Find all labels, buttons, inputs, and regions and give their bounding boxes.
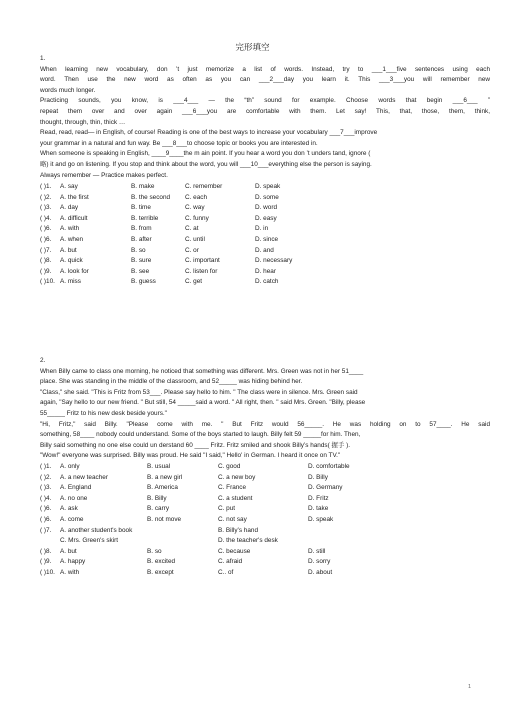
- passage-1-line: Practicing sounds, you know, is ___4___ — the “th” sound for example. Choose words that begin ___6___ ”: [40, 97, 490, 105]
- option-row: [40, 203, 490, 214]
- option-a: A. say: [60, 183, 78, 190]
- option-a: A. day: [60, 204, 79, 212]
- option-a: A. only: [60, 463, 80, 470]
- option-c: D. the teacher's desk: [218, 537, 278, 545]
- option-d: D. take: [308, 505, 329, 513]
- option-b: B. excited: [147, 558, 176, 566]
- option-b: B. see: [131, 267, 150, 275]
- passage-1-line: your grammar in a natural and fun way. Be ___8___to choose topic or books you are interested in.: [40, 139, 318, 147]
- question-number: ( )10.: [40, 568, 55, 576]
- option-c: C. until: [185, 235, 205, 243]
- passage-2-line: something, 58____ nobody could understand. Some of the boys started to laugh. Billy felt 59 _____for him. Then,: [40, 431, 361, 439]
- option-row: [40, 494, 490, 505]
- option-d: D. some: [255, 193, 279, 201]
- option-b: B. so: [147, 547, 162, 555]
- option-a: A. when: [60, 235, 84, 243]
- option-a: A. happy: [60, 558, 86, 566]
- option-row: [40, 277, 490, 288]
- option-d: D. about: [308, 568, 333, 576]
- option-row: [40, 214, 490, 225]
- passage-2-options: [40, 462, 490, 579]
- option-b: B. make: [131, 183, 155, 190]
- option-row: [40, 193, 490, 204]
- option-a: A. quick: [60, 257, 83, 265]
- option-b: B. so: [131, 246, 146, 254]
- question-number: ( )8.: [40, 547, 52, 555]
- option-b: B. America: [147, 484, 178, 492]
- passage-2-line: Billy said something no one else could un derstand 60 ____ Fritz. Fritz smiled and shook Billy’s hands( 握手 ).: [40, 441, 350, 449]
- option-row: [40, 526, 490, 537]
- option-b: B. from: [131, 225, 152, 233]
- option-d: D. sorry: [308, 558, 331, 566]
- passage-1-line: words much longer.: [40, 86, 96, 94]
- passage-2-line: again, "Say hello to our new friend. " But still, 54 _____said a word. " All right, then. " said Mrs. Green. "Billy, please: [40, 399, 366, 407]
- option-b: B. guess: [131, 278, 156, 286]
- passage-1-options: [40, 182, 490, 288]
- page-number: 1: [468, 684, 472, 690]
- option-a: A. difficult: [60, 214, 88, 222]
- option-a: A. look for: [60, 267, 89, 275]
- passage-2-line: "Class," she said. "This is Fritz from 53___. Please say hello to him. " The class were in silence. Mrs. Green said: [40, 388, 358, 396]
- option-c: C. funny: [185, 214, 209, 222]
- option-c: C. get: [185, 278, 203, 286]
- passage-2-number: 2.: [40, 357, 46, 364]
- option-c: C. a student: [218, 494, 253, 502]
- question-number: ( )2.: [40, 473, 52, 481]
- option-a: A. with: [60, 568, 80, 576]
- option-d: D. easy: [255, 214, 277, 222]
- option-c: C.. of: [218, 568, 234, 576]
- option-d: D. Germany: [308, 484, 343, 492]
- option-row: [40, 504, 490, 515]
- question-number: ( )6.: [40, 505, 52, 513]
- option-row: [40, 536, 490, 547]
- question-number: ( )1.: [40, 463, 52, 470]
- option-c: C. not say: [218, 515, 247, 523]
- passage-1-line: Read, read, read— in English, of course! Reading is one of the best ways to increase your vocabulary ___7___improve: [40, 129, 378, 137]
- question-number: ( )1.: [40, 183, 52, 190]
- passage-2: [40, 356, 490, 462]
- option-row: [40, 267, 490, 278]
- option-c: C. afraid: [218, 558, 243, 566]
- option-c: C. France: [218, 484, 247, 492]
- option-b: B. Billy: [147, 494, 167, 502]
- page-title: 完形填空: [235, 43, 270, 53]
- option-b: B. except: [147, 568, 174, 576]
- option-a: A. no one: [60, 494, 88, 502]
- passage-1-line: 略) it and go on listening. If you stop and think about the word, you will ___10___everything else the person is saying.: [40, 160, 372, 168]
- option-d: D. in: [255, 225, 269, 233]
- option-b: B. carry: [147, 505, 170, 513]
- option-row: [40, 246, 490, 257]
- option-b: B. the second: [131, 193, 171, 201]
- option-b: B. a new girl: [147, 473, 183, 481]
- option-row: [40, 462, 490, 473]
- passage-2-line: "Wow!" everyone was surprised. Billy was proud. He said "I said," Hello' in German. I heard it once on TV.": [40, 452, 341, 460]
- question-number: ( )9.: [40, 267, 52, 275]
- question-number: ( )6.: [40, 515, 52, 523]
- question-number: ( )4.: [40, 494, 52, 502]
- passage-1-line: thought, through, thin, thick …: [40, 118, 126, 126]
- option-a: A. the first: [60, 193, 89, 201]
- option-c: C. put: [218, 505, 236, 513]
- passage-2-line: "Hi, Fritz," said Billy. "Please come with me. " But Fritz would 56_____. He was holding on to 57____. He said: [40, 420, 490, 428]
- option-c: C. way: [185, 204, 205, 212]
- option-a: A. ask: [60, 505, 78, 513]
- option-a: A. England: [60, 484, 92, 492]
- option-d: D. catch: [255, 278, 279, 286]
- option-c: C. remember: [185, 183, 223, 190]
- option-d: D. still: [308, 547, 326, 555]
- option-c: C. at: [185, 225, 199, 233]
- option-c: C. or: [185, 246, 199, 254]
- option-b: B. after: [131, 235, 152, 243]
- passage-1-line: When learning new vocabulary, don ’t just memorize a list of words. Instead, try to ___1___five sentences using each: [40, 65, 490, 73]
- option-a: A. but: [60, 246, 77, 254]
- option-d: D. speak: [308, 515, 334, 523]
- option-c: C. listen for: [185, 267, 218, 275]
- passage-2-line: place. She was standing in the middle of the classroom, and 52_____ was hiding behind her.: [40, 378, 303, 386]
- option-b: B. usual: [147, 463, 171, 470]
- option-c: C. good: [218, 463, 241, 470]
- option-c: C. each: [185, 193, 208, 201]
- option-row: [40, 224, 490, 235]
- question-number: ( )9.: [40, 558, 52, 566]
- option-d: D. Fritz: [308, 494, 329, 502]
- passage-1: [40, 54, 490, 181]
- option-a: A. a new teacher: [60, 473, 108, 481]
- option-row: [40, 547, 490, 558]
- option-row: [40, 473, 490, 484]
- passage-2-line: 55_____ Fritz to his new desk beside yours.": [40, 409, 167, 417]
- option-c: C. important: [185, 257, 220, 265]
- option-a: A. with: [60, 225, 80, 233]
- option-row: [40, 483, 490, 494]
- passage-1-line: When someone is speaking in English, ____9____the m ain point. If you hear a word you don ’t unders tand, ignore (: [40, 150, 371, 158]
- option-d: D. and: [255, 246, 274, 254]
- option-a: C. Mrs. Green's skirt: [60, 537, 119, 545]
- passage-2-line: When Billy came to class one morning, he noticed that something was different. Mrs. Green was not in her 51____: [40, 367, 364, 375]
- option-b: B. not move: [147, 515, 182, 523]
- option-a: A. another student's book: [60, 526, 133, 534]
- question-number: ( )3.: [40, 204, 52, 212]
- option-row: [40, 256, 490, 267]
- question-number: ( )3.: [40, 484, 52, 492]
- question-number: ( )4.: [40, 214, 52, 222]
- question-number: ( )2.: [40, 193, 52, 201]
- option-d: D. speak: [255, 183, 281, 190]
- passage-1-line: Always remember — Practice makes perfect.: [40, 171, 168, 179]
- question-number: ( )6.: [40, 225, 52, 233]
- option-row: [40, 557, 490, 568]
- option-c: C. because: [218, 547, 251, 555]
- question-number: ( )6.: [40, 235, 52, 243]
- question-number: ( )10.: [40, 278, 55, 286]
- option-b: B. sure: [131, 257, 152, 265]
- option-a: A. miss: [60, 278, 81, 286]
- option-c: C. a new boy: [218, 473, 256, 481]
- option-d: D. Billy: [308, 473, 328, 481]
- option-d: D. since: [255, 235, 279, 243]
- option-row: [40, 568, 490, 579]
- option-row: [40, 515, 490, 526]
- option-a: A. but: [60, 547, 77, 555]
- option-d: D. hear: [255, 267, 276, 275]
- option-d: D. necessary: [255, 257, 293, 265]
- option-b: B. terrible: [131, 214, 159, 222]
- passage-1-number: 1.: [40, 55, 46, 62]
- option-c: B. Billy’s hand: [218, 526, 259, 534]
- question-number: ( )7.: [40, 526, 52, 534]
- option-d: D. comfortable: [308, 463, 350, 470]
- option-d: D. word: [255, 204, 278, 212]
- passage-1-line: word. Then use the new word as often as you can ___2___day you learn it. This ___3___you will remember new: [40, 76, 490, 84]
- passage-1-line: repeat them over and over again ___6___you are comfortable with them. Let say! This, that, those, them, think,: [40, 107, 490, 115]
- option-row: [40, 182, 490, 193]
- option-row: [40, 235, 490, 246]
- option-b: B. time: [131, 204, 151, 212]
- option-a: A. come: [60, 515, 84, 523]
- question-number: ( )8.: [40, 257, 52, 265]
- question-number: ( )7.: [40, 246, 52, 254]
